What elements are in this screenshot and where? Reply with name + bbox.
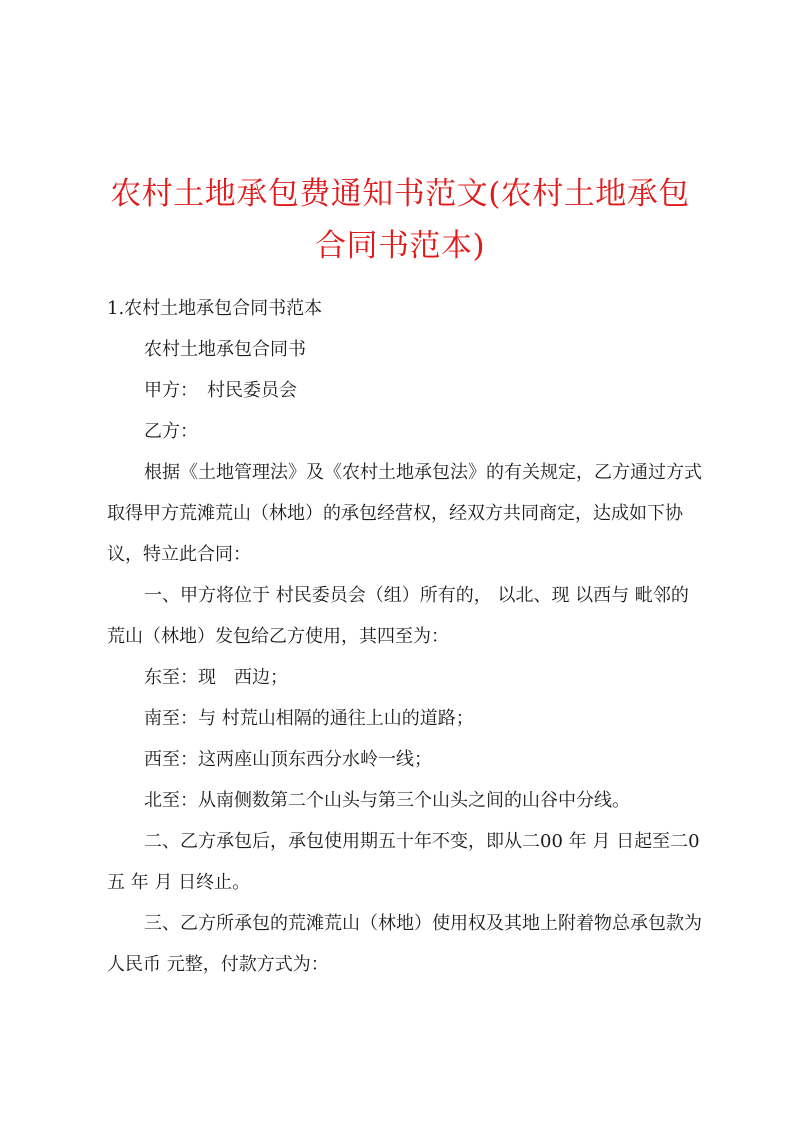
party-a-line: 甲方： 村民委员会 (144, 380, 297, 401)
preamble-paragraph: 根据《土地管理法》及《农村土地承包法》的有关规定，乙方通过方式取得甲方荒滩荒山（林地）的承包经营权，经双方共同商定，达成如下协议，特立此合同： (107, 462, 702, 565)
clause-three-paragraph: 三、乙方所承包的荒滩荒山（林地）使用权及其地上附着物总承包款为人民币 元整，付款方式为： (107, 913, 702, 975)
document-title: 农村土地承包费通知书范文(农村土地承包合同书范本) (110, 176, 690, 264)
contract-name: 农村土地承包合同书 (144, 339, 306, 360)
boundary-north: 北至：从南侧数第二个山头与第三个山头之间的山谷中分线。 (144, 790, 630, 811)
section-heading: 1.农村土地承包合同书范本 (107, 298, 323, 319)
clause-one-paragraph: 一、甲方将位于 村民委员会（组）所有的， 以北、现 以西与 毗邻的荒山（林地）发包给乙方使用，其四至为： (107, 585, 689, 647)
clause-two-paragraph: 二、乙方承包后，承包使用期五十年不变，即从二00 年 月 日起至二0五 年 月 日终止。 (107, 831, 700, 893)
boundary-west: 西至：这两座山顶东西分水岭一线； (144, 749, 432, 770)
boundary-east: 东至：现 西边； (144, 667, 288, 688)
boundary-south: 南至：与 村荒山相隔的通往上山的道路； (144, 708, 474, 729)
document-body (107, 288, 703, 985)
party-b-line: 乙方： (144, 421, 198, 442)
